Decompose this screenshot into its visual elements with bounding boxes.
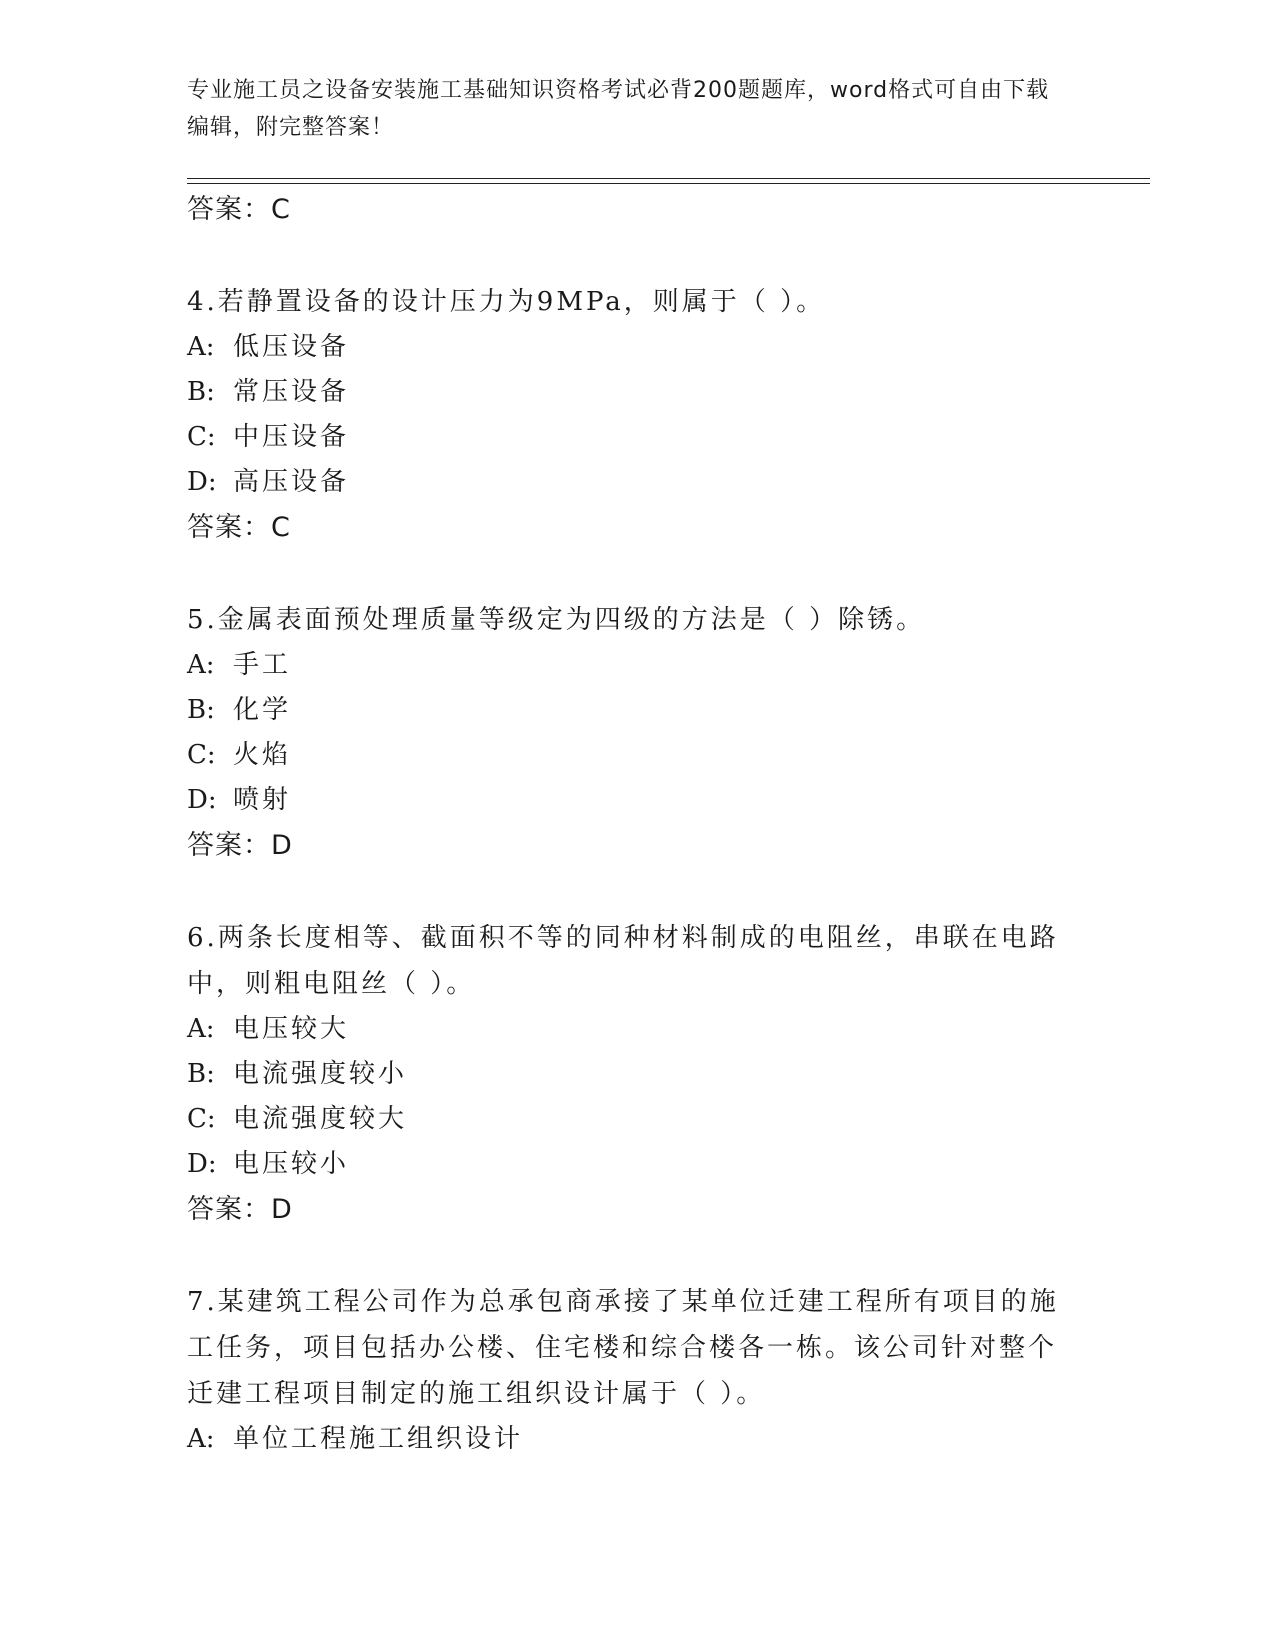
answer-line [187,505,1087,550]
option-text: 单位工程施工组织设计 [233,1424,524,1454]
option-text: 电压较大 [233,1014,350,1044]
option-letter: B: [187,377,215,407]
answer-label: 答案： [187,830,271,861]
option-text: 低压设备 [233,332,350,362]
option [187,1052,1087,1097]
question-text: 4.若静置设备的设计压力为9MPa，则属于（ ）。 [187,287,826,317]
option-text: 手工 [233,650,292,680]
option-text: 电流强度较小 [233,1059,408,1089]
answer-label: 答案： [187,512,271,543]
option-text: 化学 [233,695,292,725]
question-text: 7.某建筑工程公司作为总承包商承接了某单位迁建工程所有项目的施工任务，项目包括办公楼、住宅楼和综合楼各一栋。该公司针对整个迁建工程项目制定的施工组织设计属于（ ）。 [187,1287,1059,1409]
option-letter: D: [187,1149,217,1179]
option-letter: A: [187,650,215,680]
option [187,415,1087,460]
option-letter: C: [187,422,216,452]
option-letter: C: [187,740,216,770]
answer-line [187,187,1087,232]
option [187,733,1087,778]
option [187,688,1087,733]
answer-value: D [271,830,293,861]
answer-line [187,823,1087,868]
option-letter: B: [187,1059,215,1089]
option [187,778,1087,823]
option-letter: A: [187,1424,215,1454]
answer-line [187,1187,1087,1232]
option [187,370,1087,415]
option [187,643,1087,688]
header-rule-top [187,178,1150,179]
question-text: 6.两条长度相等、截面积不等的同种材料制成的电阻丝，串联在电路中，则粗电阻丝（ ）。 [187,923,1059,999]
option [187,1142,1087,1187]
answer-value: D [271,1194,293,1225]
option-text: 电流强度较大 [233,1104,408,1134]
question-text: 5.金属表面预处理质量等级定为四级的方法是（ ）除锈。 [187,605,926,635]
option [187,460,1087,505]
option-letter: B: [187,695,215,725]
option-text: 常压设备 [233,377,350,407]
document-header: 专业施工员之设备安装施工基础知识资格考试必背200题题库，word格式可自由下载编辑，附完整答案！ [187,78,1050,140]
option [187,1417,1087,1462]
option-letter: A: [187,332,215,362]
option-letter: C: [187,1104,216,1134]
option-text: 火焰 [233,740,292,770]
option-letter: D: [187,467,217,497]
answer-value: C [271,512,291,543]
option-text: 喷射 [233,785,292,815]
option-text: 高压设备 [233,467,350,497]
option-letter: A: [187,1014,215,1044]
header-rule-bottom [187,183,1150,184]
document-body [187,187,1087,1462]
option-letter: D: [187,785,217,815]
option [187,1007,1087,1052]
option-text: 中压设备 [233,422,350,452]
answer-label: 答案： [187,194,271,225]
option-text: 电压较小 [233,1149,350,1179]
option [187,1097,1087,1142]
answer-value: C [271,194,291,225]
answer-label: 答案： [187,1194,271,1225]
option [187,325,1087,370]
